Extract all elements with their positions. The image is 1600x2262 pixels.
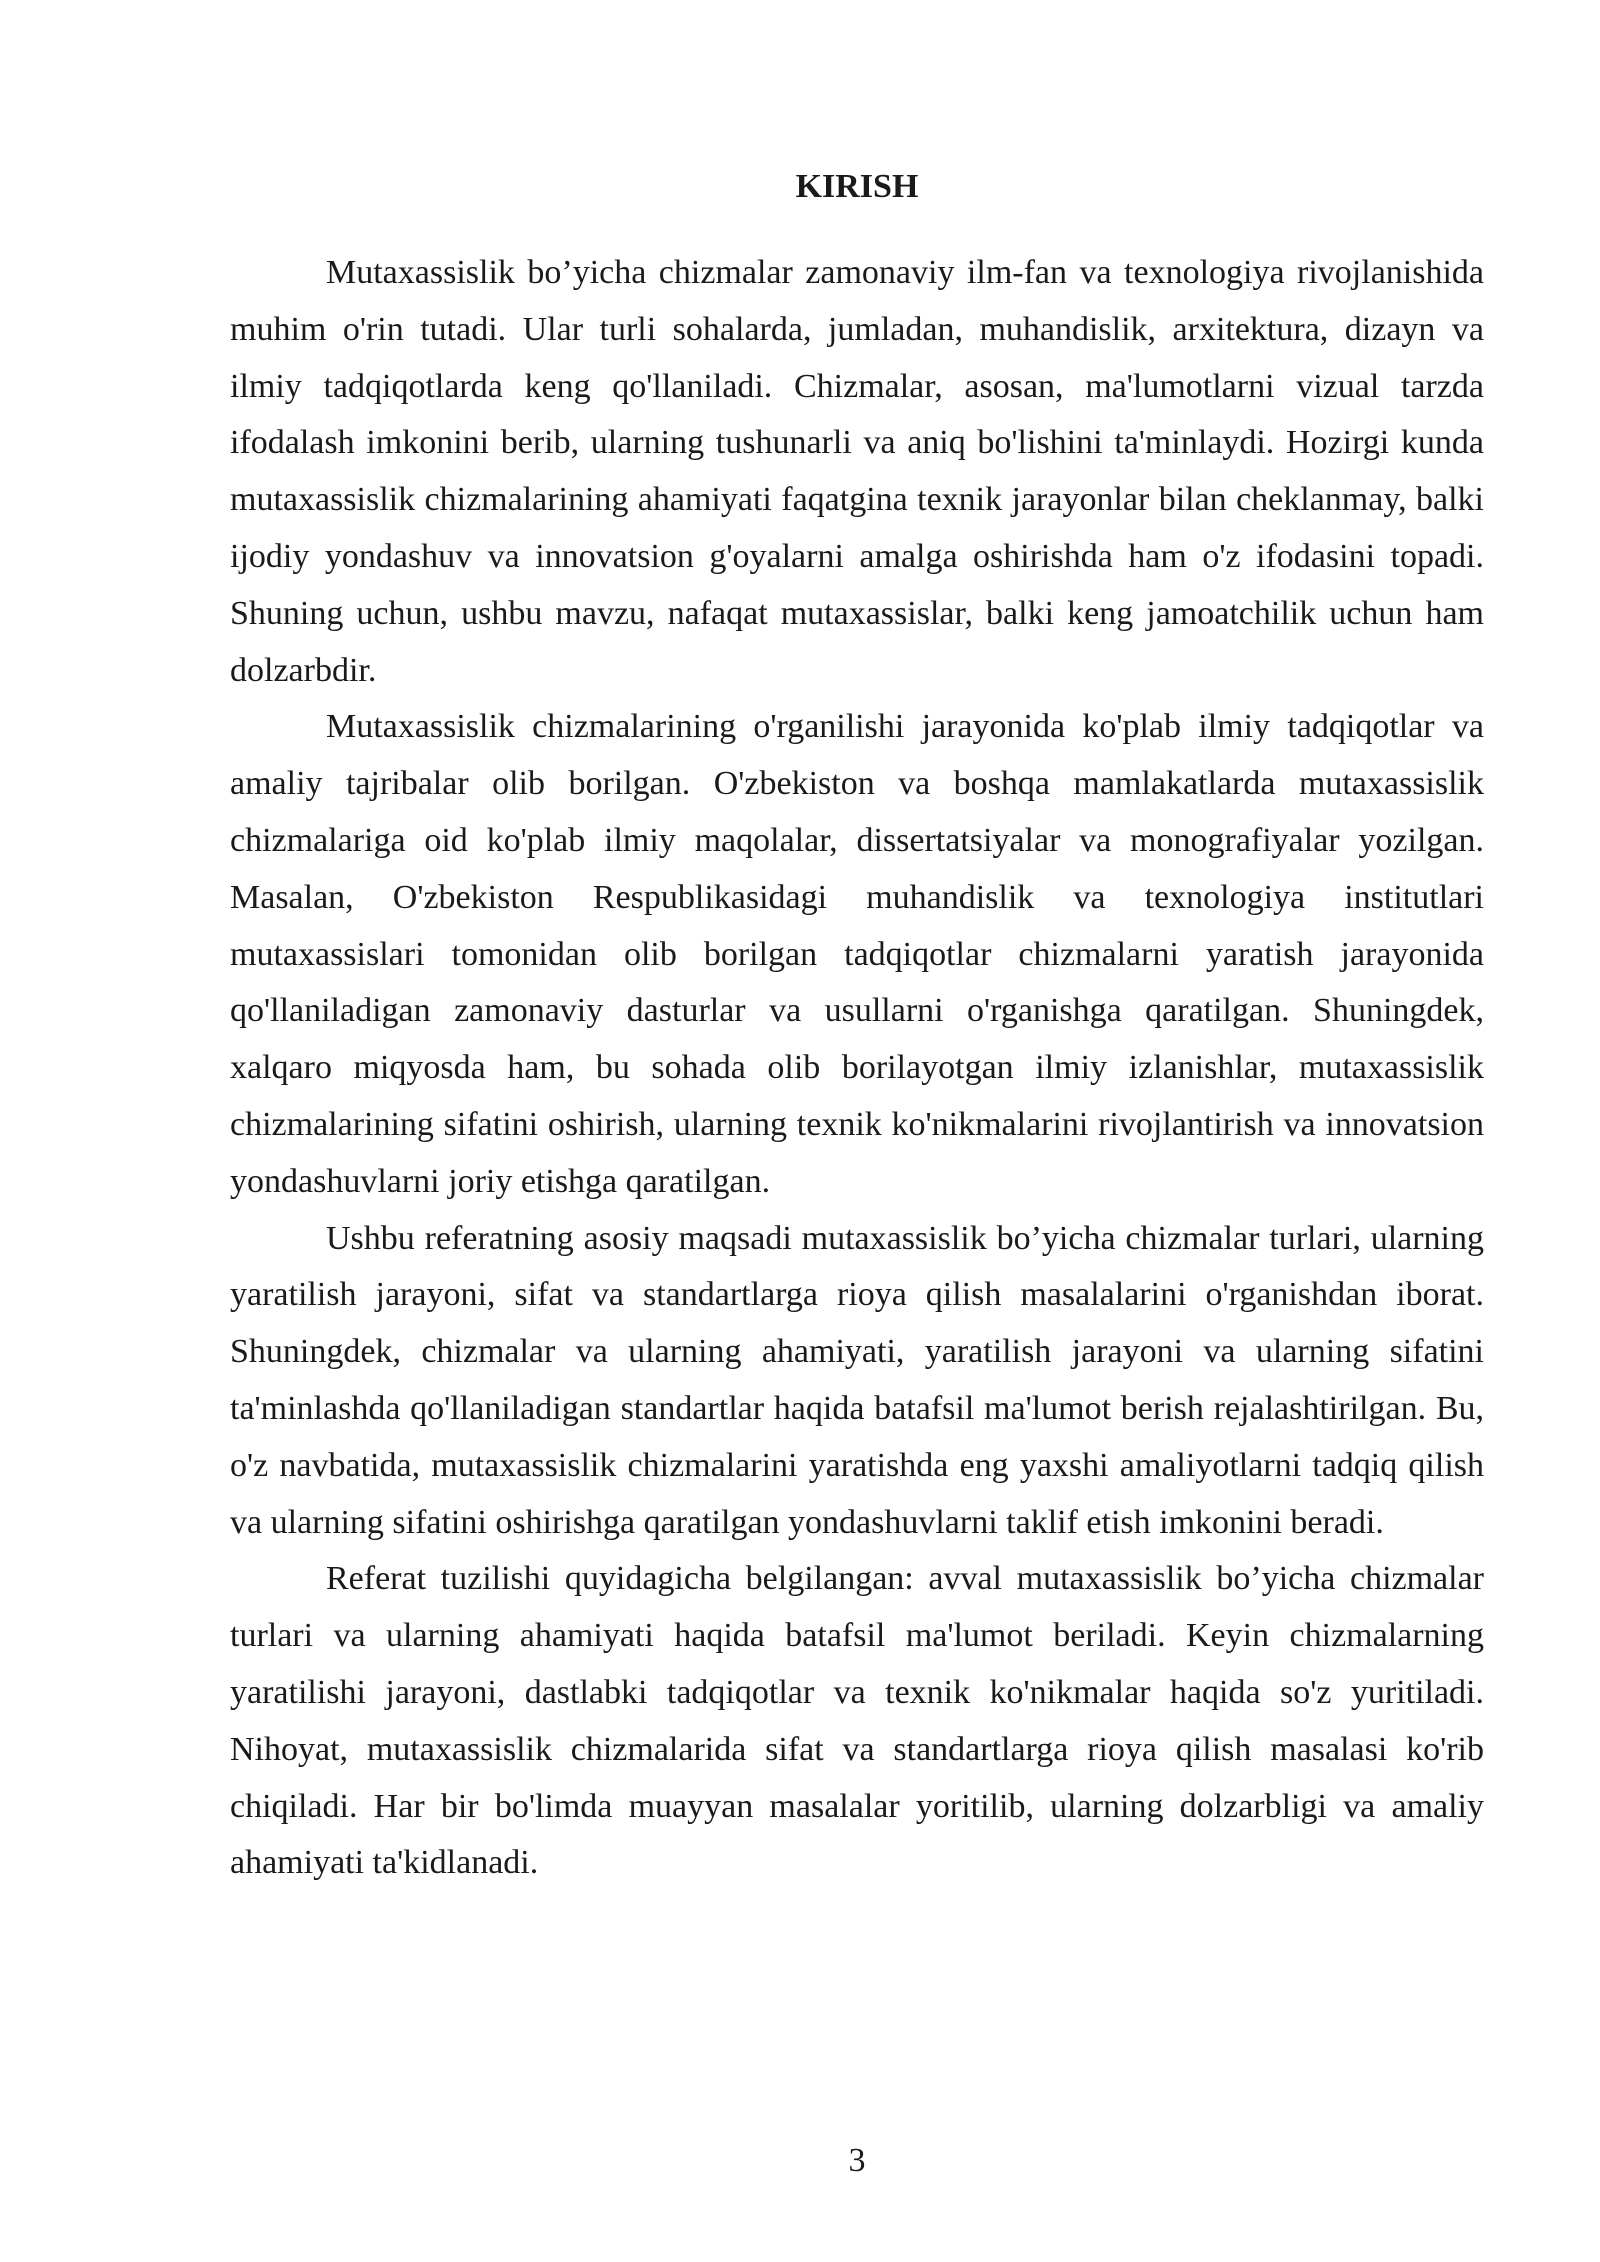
paragraph-2: Mutaxassislik chizmalarining o'rganilishi jarayonida ko'plab ilmiy tadqiqotlar va amaliy tajribalar olib borilgan. O'zbekiston va boshqa mamlakatlarda mutaxassislik chizmalariga oid ko'plab ilmiy maqolalar, dissertatsiyalar va monografiyalar yozilgan. Masalan, O'zbekiston Respublikasidagi muhandislik va texnologiya institutlari mutaxassislari tomonidan olib borilgan tadqiqotlar chizmalarni yaratish jarayonida qo'llaniladigan zamonaviy dasturlar va usullarni o'rganishga qaratilgan. Shuningdek, xalqaro miqyosda ham, bu sohada olib borilayotgan ilmiy izlanishlar, mutaxassislik chizmalarining sifatini oshirish, ularning texnik ko'nikmalarini rivojlantirish va innovatsion yondashuvlarni joriy etishga qaratilgan. [230, 708, 1484, 1200]
paragraph-4: Referat tuzilishi quyidagicha belgilangan: avval mutaxassislik bo’yicha chizmalar turlari va ularning ahamiyati haqida batafsil ma'lumot beriladi. Keyin chizmalarning yaratilishi jarayoni, dastlabki tadqiqotlar va texnik ko'nikmalar haqida so'z yuritiladi. Nihoyat, mutaxassislik chizmalarida sifat va standartlarga rioya qilish masalasi ko'rib chiqiladi. Har bir bo'limda muayyan masalalar yoritilib, ularning dolzarbligi va amaliy ahamiyati ta'kidlanadi. [230, 1560, 1484, 1882]
section-heading: KIRISH [795, 168, 919, 205]
body-text [230, 245, 1484, 1892]
page-number: 3 [848, 2142, 866, 2179]
paragraph-3: Ushbu referatning asosiy maqsadi mutaxassislik bo’yicha chizmalar turlari, ularning yaratilish jarayoni, sifat va standartlarga rioya qilish masalalarini o'rganishdan iborat. Shuningdek, chizmalar va ularning ahamiyati, yaratilish jarayoni va ularning sifatini ta'minlashda qo'llaniladigan standartlar haqida batafsil ma'lumot berish rejalashtirilgan. Bu, o'z navbatida, mutaxassislik chizmalarini yaratishda eng yaxshi amaliyotlarni tadqiq qilish va ularning sifatini oshirishga qaratilgan yondashuvlarni taklif etish imkonini beradi. [230, 1219, 1484, 1541]
paragraph-1: Mutaxassislik bo’yicha chizmalar zamonaviy ilm-fan va texnologiya rivojlanishida muhim o'rin tutadi. Ular turli sohalarda, jumladan, muhandislik, arxitektura, dizayn va ilmiy tadqiqotlarda keng qo'llaniladi. Chizmalar, asosan, ma'lumotlarni vizual tarzda ifodalash imkonini berib, ularning tushunarli va aniq bo'lishini ta'minlaydi. Hozirgi kunda mutaxassislik chizmalarining ahamiyati faqatgina texnik jarayonlar bilan cheklanmay, balki ijodiy yondashuv va innovatsion g'oyalarni amalga oshirishda ham o'z ifodasini topadi. Shuning uchun, ushbu mavzu, nafaqat mutaxassislar, balki keng jamoatchilik uchun ham dolzarbdir. [230, 254, 1484, 689]
